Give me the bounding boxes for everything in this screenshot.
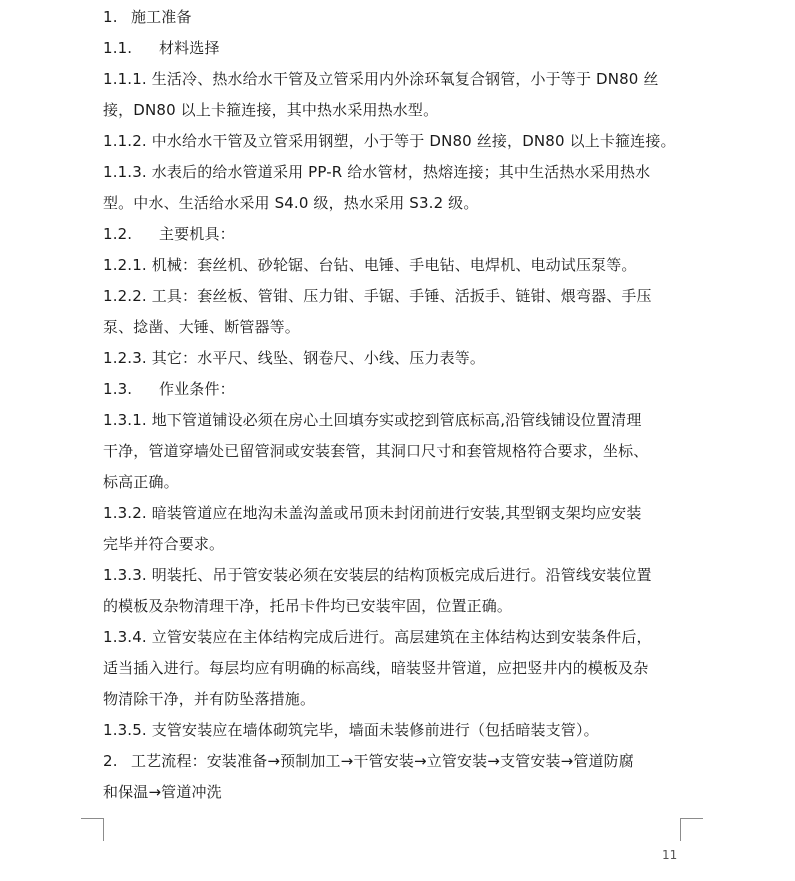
text-line	[103, 529, 693, 560]
text-line	[103, 591, 693, 622]
line-text: 泵、捻凿、大锤、断管器等。	[103, 318, 300, 336]
text-line	[103, 715, 693, 746]
text-line	[103, 312, 693, 343]
line-text: 1.1.1. 生活冷、热水给水干管及立管采用内外涂环氧复合钢管，小于等于 DN80 丝	[103, 70, 659, 88]
text-line	[103, 281, 693, 312]
line-text: 1.2.1. 机械：套丝机、砂轮锯、台钻、电锤、手电钻、电焊机、电动试压泵等。	[103, 256, 637, 274]
section-number: 2.	[103, 752, 118, 770]
line-text: 1.3.5. 支管安装应在墙体砌筑完毕，墙面未装修前进行（包括暗装支管）。	[103, 721, 599, 739]
text-line	[103, 219, 693, 250]
text-line	[103, 188, 693, 219]
text-line	[103, 684, 693, 715]
section-number: 1.1.	[103, 39, 133, 57]
text-line	[103, 622, 693, 653]
line-text: 作业条件：	[159, 380, 235, 398]
text-line	[103, 746, 693, 777]
text-line	[103, 126, 693, 157]
text-line	[103, 405, 693, 436]
line-text: 适当插入进行。每层均应有明确的标高线，暗装竖井管道，应把竖井内的模板及杂	[103, 659, 649, 677]
line-text: 接，DN80 以上卡箍连接，其中热水采用热水型。	[103, 101, 439, 119]
line-text: 1.2.3. 其它：水平尺、线坠、钢卷尺、小线、压力表等。	[103, 349, 486, 367]
line-text: 完毕并符合要求。	[103, 535, 225, 553]
text-line	[103, 64, 693, 95]
line-text: 干净，管道穿墙处已留管洞或安装套管，其洞口尺寸和套管规格符合要求，坐标、	[103, 442, 649, 460]
line-text: 1.3.4. 立管安装应在主体结构完成后进行。高层建筑在主体结构达到安装条件后，	[103, 628, 652, 646]
line-text: 的模板及杂物清理干净，托吊卡件均已安装牢固，位置正确。	[103, 597, 513, 615]
line-text: 1.1.2. 中水给水干管及立管采用钢塑，小于等于 DN80 丝接，DN80 以上卡箍连接。	[103, 132, 676, 150]
text-line	[103, 777, 693, 808]
line-text: 和保温→管道冲洗	[103, 783, 222, 801]
line-text: 1.3.2. 暗装管道应在地沟未盖沟盖或吊顶未封闭前进行安装,其型钢支架均应安装	[103, 504, 642, 522]
text-line	[103, 467, 693, 498]
text-line	[103, 374, 693, 405]
text-line	[103, 498, 693, 529]
text-line	[103, 250, 693, 281]
text-line	[103, 2, 693, 33]
document-body	[103, 2, 693, 808]
line-text: 施工准备	[131, 8, 192, 26]
line-text: 材料选择	[159, 39, 220, 57]
line-text: 工艺流程：安装准备→预制加工→干管安装→立管安装→支管安装→管道防腐	[131, 752, 634, 770]
line-text: 1.3.3. 明装托、吊于管安装必须在安装层的结构顶板完成后进行。沿管线安装位置	[103, 566, 652, 584]
line-text: 标高正确。	[103, 473, 179, 491]
text-line	[103, 436, 693, 467]
page-number: 11	[662, 848, 678, 862]
line-text: 1.3.1. 地下管道铺设必须在房心土回填夯实或挖到管底标高,沿管线铺设位置清理	[103, 411, 642, 429]
text-line	[103, 157, 693, 188]
line-text: 型。中水、生活给水采用 S4.0 级，热水采用 S3.2 级。	[103, 194, 479, 212]
page-corner-mark-right	[680, 818, 703, 841]
line-text: 1.1.3. 水表后的给水管道采用 PP-R 给水管材，热熔连接；其中生活热水采用热水	[103, 163, 651, 181]
text-line	[103, 653, 693, 684]
text-line	[103, 95, 693, 126]
section-number: 1.	[103, 8, 118, 26]
text-line	[103, 343, 693, 374]
text-line	[103, 560, 693, 591]
line-text: 1.2.2. 工具：套丝板、管钳、压力钳、手锯、手锤、活扳手、链钳、煨弯器、手压	[103, 287, 652, 305]
text-line	[103, 33, 693, 64]
line-text: 主要机具：	[159, 225, 235, 243]
section-number: 1.2.	[103, 225, 133, 243]
section-number: 1.3.	[103, 380, 133, 398]
line-text: 物清除干净，并有防坠落措施。	[103, 690, 316, 708]
page-corner-mark-left	[81, 818, 104, 841]
